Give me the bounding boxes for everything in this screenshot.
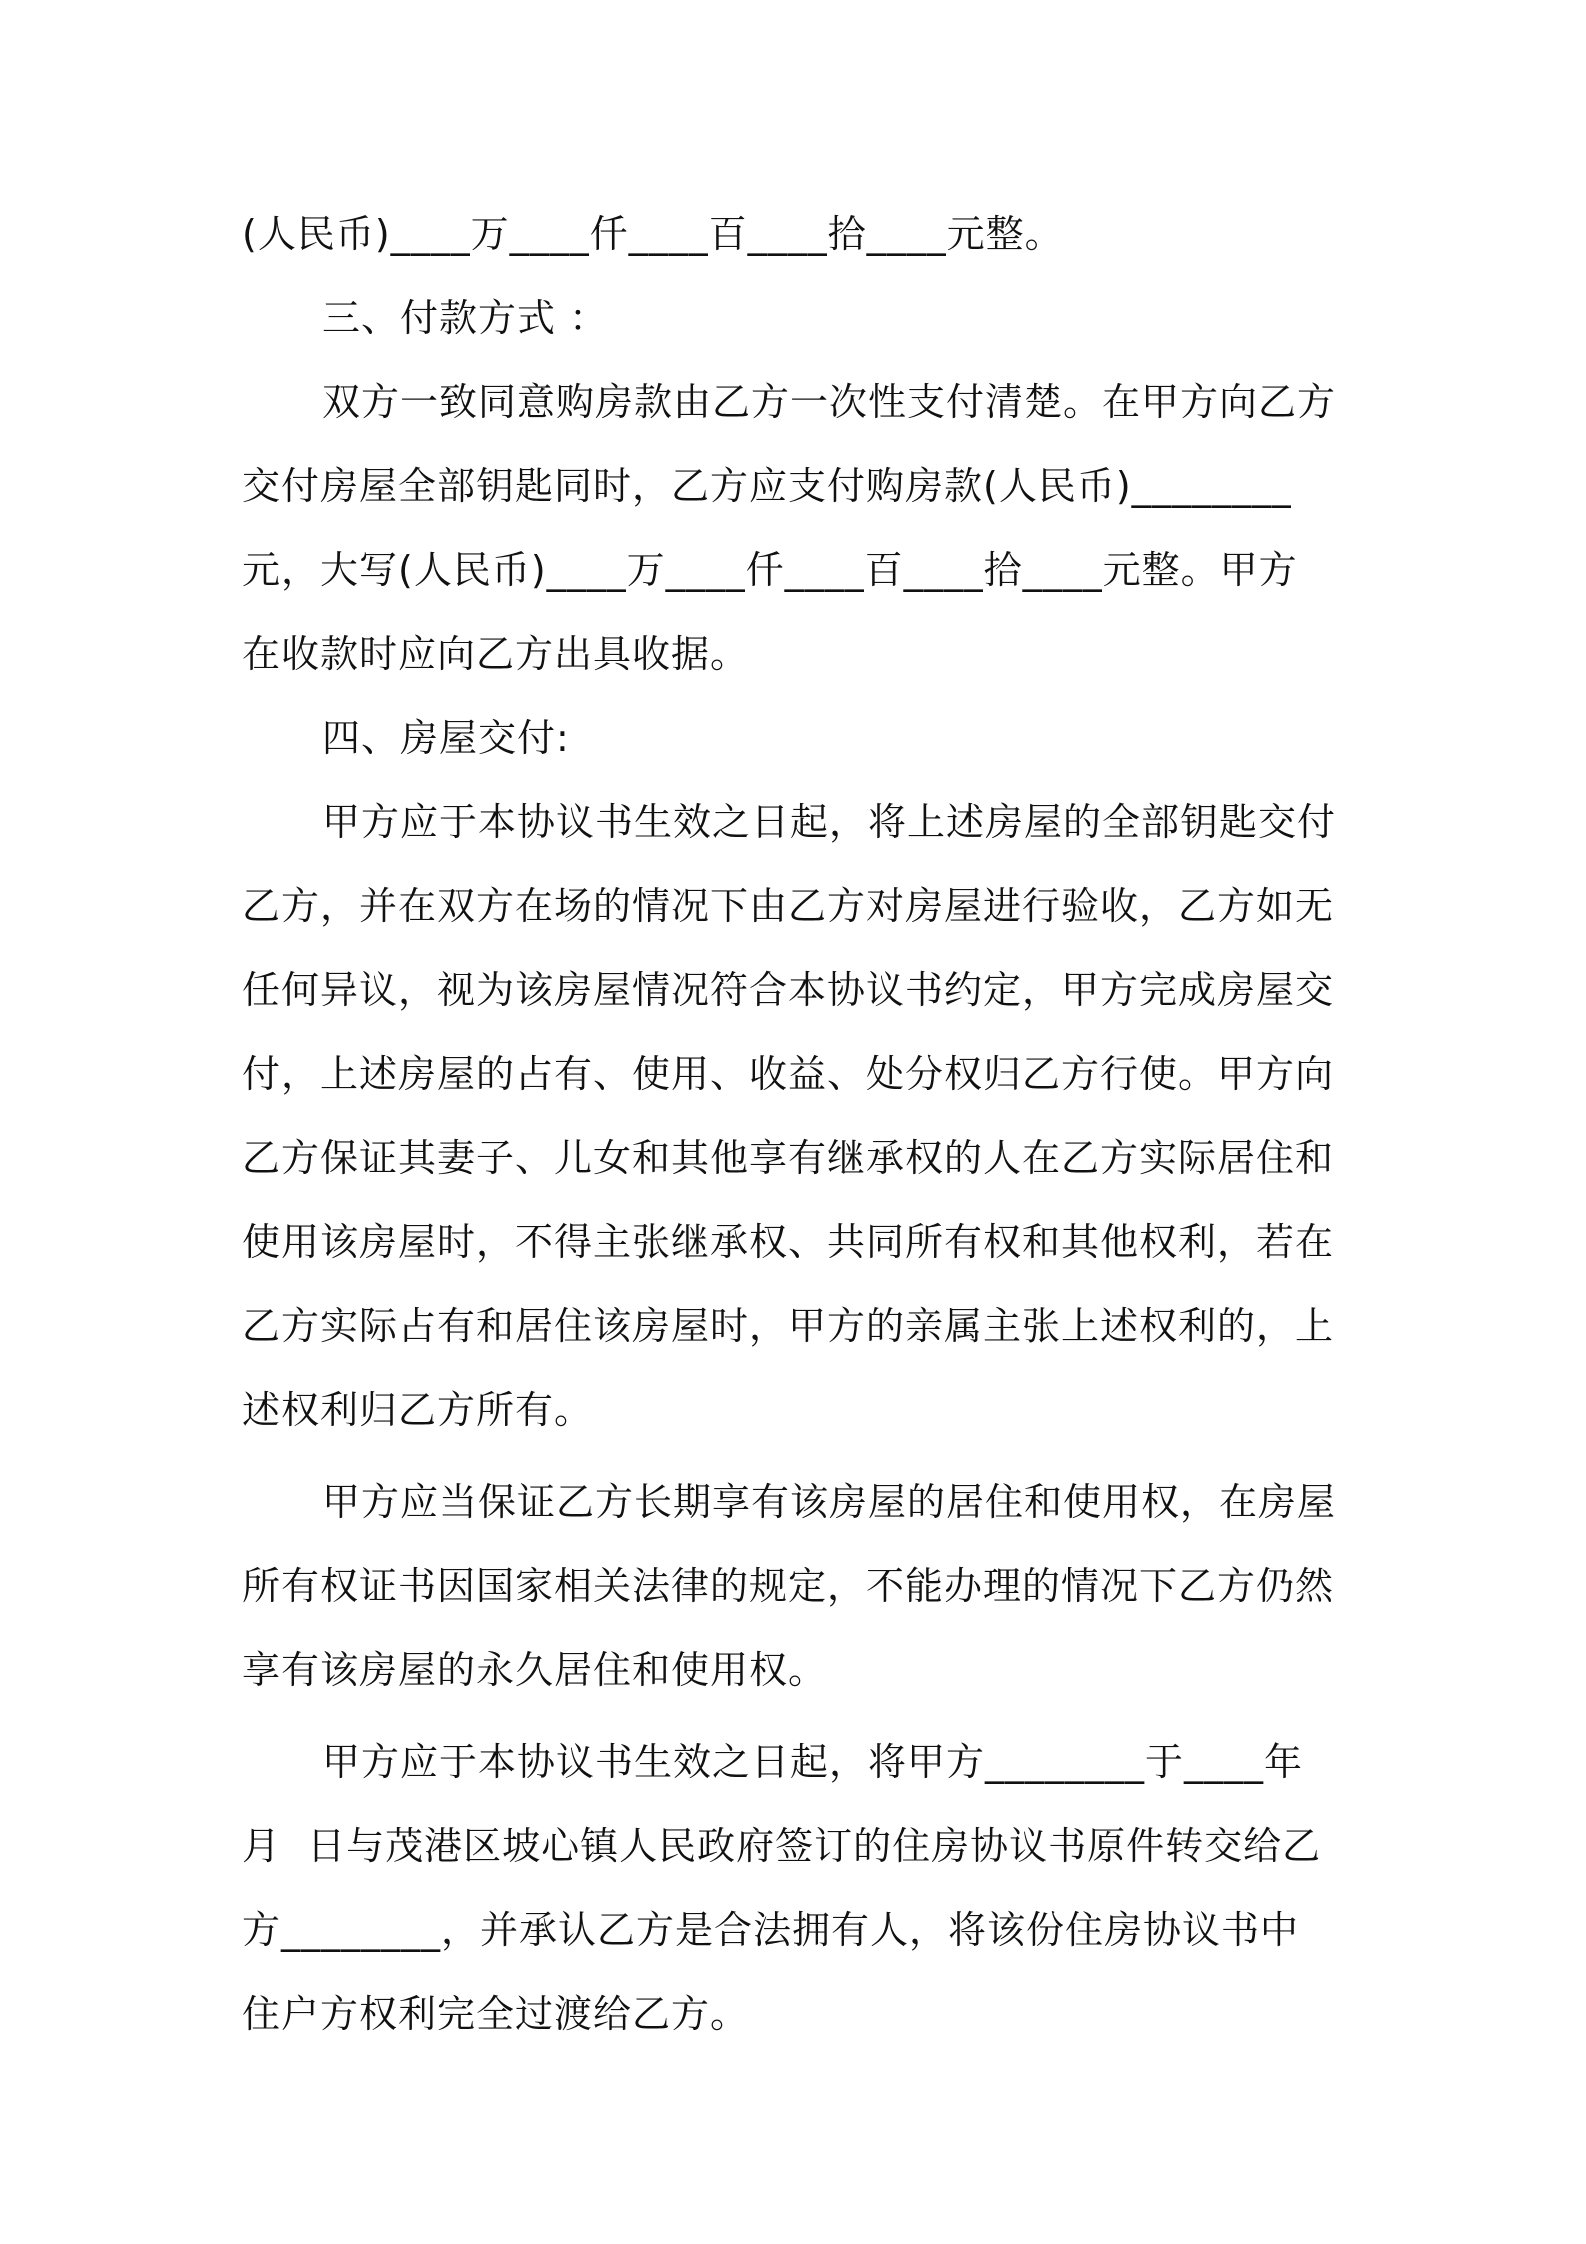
section-heading-delivery: 四、房屋交付: bbox=[322, 716, 570, 760]
text-line: 月 日与茂港区坡心镇人民政府签订的住房协议书原件转交给乙 bbox=[242, 1824, 1322, 1868]
text-line: 乙方保证其妻子、儿女和其他享有继承权的人在乙方实际居住和 bbox=[242, 1136, 1335, 1180]
text-line: 甲方应于本协议书生效之日起，将上述房屋的全部钥匙交付 bbox=[322, 800, 1337, 844]
text-line: 双方一致同意购房款由乙方一次性支付清楚。在甲方向乙方 bbox=[322, 380, 1337, 424]
text-line: 任何异议，视为该房屋情况符合本协议书约定，甲方完成房屋交 bbox=[242, 968, 1335, 1012]
text-line: 元，大写(人民币)____万____仟____百____拾____元整。甲方 bbox=[242, 548, 1298, 592]
text-line: 方________，并承认乙方是合法拥有人，将该份住房协议书中 bbox=[242, 1908, 1300, 1952]
text-line: 所有权证书因国家相关法律的规定，不能办理的情况下乙方仍然 bbox=[242, 1564, 1335, 1608]
text-line: 甲方应于本协议书生效之日起，将甲方________于____年 bbox=[322, 1740, 1304, 1784]
text-line: 享有该房屋的永久居住和使用权。 bbox=[242, 1648, 828, 1692]
text-line: 使用该房屋时，不得主张继承权、共同所有权和其他权利，若在 bbox=[242, 1220, 1335, 1264]
text-line: 付，上述房屋的占有、使用、收益、处分权归乙方行使。甲方向 bbox=[242, 1052, 1335, 1096]
text-line: 住户方权利完全过渡给乙方。 bbox=[242, 1992, 750, 2036]
text-line: 甲方应当保证乙方长期享有该房屋的居住和使用权，在房屋 bbox=[322, 1480, 1337, 1524]
section-heading-payment: 三、付款方式 ： bbox=[322, 296, 609, 340]
document-body bbox=[242, 192, 1352, 2056]
text-line: 乙方实际占有和居住该房屋时，甲方的亲属主张上述权利的，上 bbox=[242, 1304, 1335, 1348]
text-line: 述权利归乙方所有。 bbox=[242, 1388, 594, 1432]
text-line: 交付房屋全部钥匙同时，乙方应支付购房款(人民币)________ bbox=[242, 464, 1292, 508]
text-line: 乙方，并在双方在场的情况下由乙方对房屋进行验收，乙方如无 bbox=[242, 884, 1335, 928]
text-line: 在收款时应向乙方出具收据。 bbox=[242, 632, 750, 676]
text-line: (人民币)____万____仟____百____拾____元整。 bbox=[242, 212, 1064, 256]
